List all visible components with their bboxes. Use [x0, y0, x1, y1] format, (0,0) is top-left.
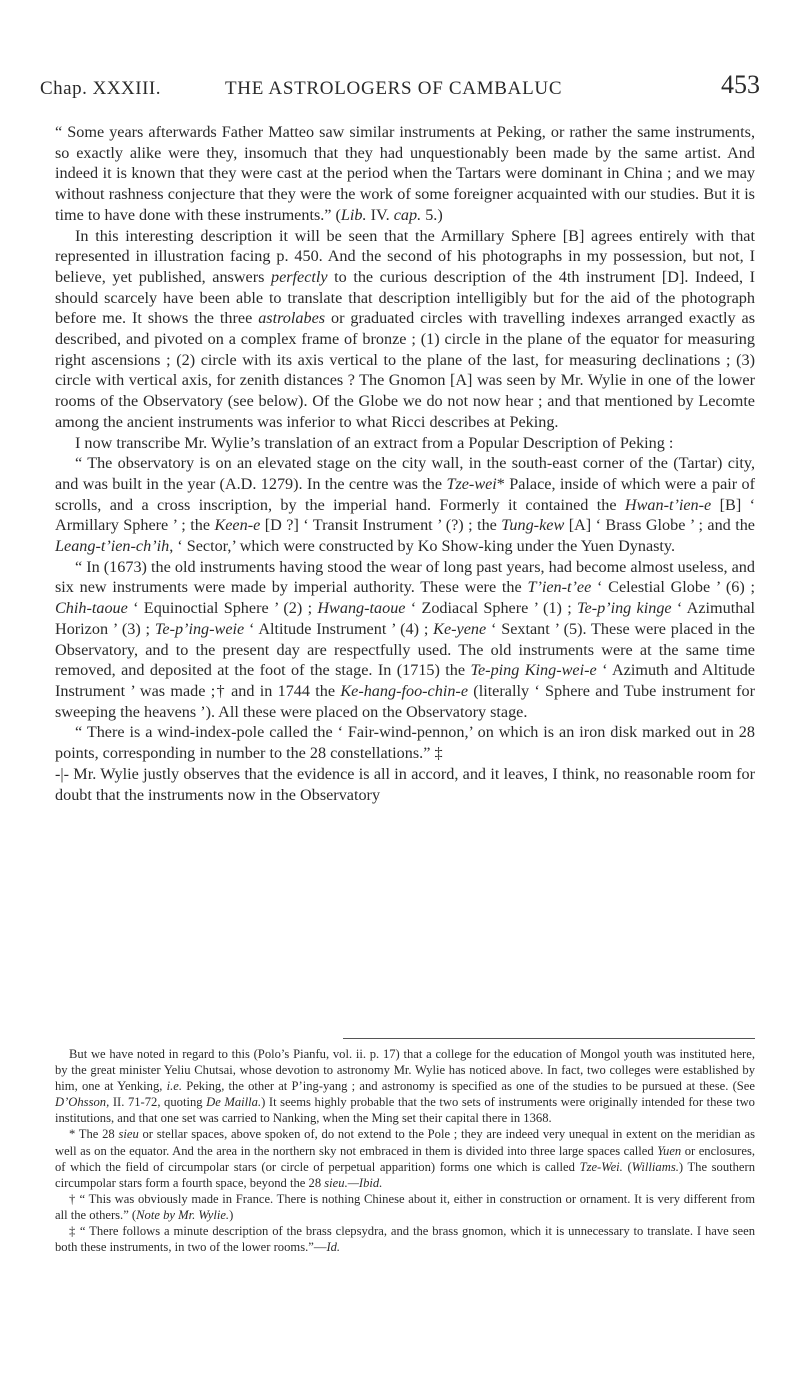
paragraph-observatory: “ The observatory is on an elevated stage on the city wall, in the south-east corner of the (Tartar) city, and was built in the year (A.D. 1279). In the centre was the Tze-wei* Palace, inside of which were a pair of scrolls, and a cross inscription, by the imperial hand. Formerly it contained the Hwan-t’ien-e [B] ‘ Armillary Sphere ’ ; the Keen-e [D ?] ‘ Transit Instrument ’ (?) ; the Tung-kew [A] ‘ Brass Globe ’ ; and the Leang-t’ien-ch’ih, ‘ Sector,’ which were constructed by Ko Show-king under the Yuen Dynasty.	[55, 454, 755, 556]
paragraph-new-instruments: “ In (1673) the old instruments having stood the wear of long past years, had become almost useless, and six new instruments were made by imperial authority. These were the T’ien-t’ee ‘ Celestial Globe ’ (6) ; Chih-taoue ‘ Equinoctial Sphere ’ (2) ; Hwang-taoue ‘ Zodiacal Sphere ’ (1) ; Te-p’ing kinge ‘ Azimuthal Horizon ’ (3) ; Te-p’ing-weie ‘ Altitude Instrument ’ (4) ; Ke-yene ‘ Sextant ’ (5). These were placed in the Observatory, and to the present day are respectfully used. The old instruments were at the same time removed, and deposited at the foot of the stage. In (1715) the Te-ping King-wei-e ‘ Azimuth and Altitude Instrument ’ was made ;† and in 1744 the Ke-hang-foo-chin-e (literally ‘ Sphere and Tube instrument for sweeping the heavens ’). All these were placed on the Observatory stage.	[55, 557, 756, 721]
footnote-asterisk: * The 28 sieu or stellar spaces, above spoken of, do not extend to the Pole ; they are indeed very unequal in extent on the meridian as well as on the equator. And the area in the northern sky not embraced in them is divided into three large spaces called Yuen or enclosures, of which the field of circumpolar stars (or circle of perpetual apparition) forms one which is called Tze-Wei. (Williams.) The southern circumpolar stars form a fourth space, beyond the 28 sieu.—Ibid.	[55, 1127, 756, 1190]
running-title: THE ASTROLOGERS OF CAMBALUC	[225, 78, 563, 99]
footnote-divider	[343, 1038, 755, 1039]
running-head	[40, 70, 760, 106]
paragraph-ricci-quote: “ Some years afterwards Father Matteo saw similar instruments at Peking, or rather the same instruments, so exactly alike were they, insomuch that they had unquestionably been made by the same artist. And indeed it is known that they were cast at the period when the Tartars were dominant in China ; and we may without rashness conjecture that they were the work of some foreigner acquainted with our studies. But it is time to have done with these instruments.” (Lib. IV. cap. 5.)	[55, 123, 755, 224]
paragraph-transcribe: I now transcribe Mr. Wylie’s translation of an extract from a Popular Description of Peking :	[75, 433, 674, 452]
chapter-label: Chap. XXXIII.	[40, 78, 162, 99]
footnote-continued: But we have noted in regard to this (Polo’s Pianfu, vol. ii. p. 17) that a college for the education of Mongol youth was instituted here, by the great minister Yeliu Chutsai, whose devotion to astronomy Mr. Wylie has noticed above. In fact, two colleges were established by him, one at Yenking, i.e. Peking, the other at P’ing-yang ; and astronomy is specified as one of the studies to be pursued at these. (See D’Ohsson, II. 71-72, quoting De Mailla.) It seems highly probable that the two sets of instruments were originally intended for these two institutions, and that one set was carried to Nanking, when the Ming set their capital there in 1368.	[55, 1047, 755, 1126]
paragraph-wind-pole: “ There is a wind-index-pole called the ‘ Fair-wind-pennon,’ on which is an iron disk marked out in 28 points, corresponding in number to the 28 constellations.” ‡	[55, 723, 755, 763]
paragraph-wylie-evidence: -|- Mr. Wylie justly observes that the evidence is all in accord, and it leaves, I think, no reasonable room for doubt that the instruments now in the Observatory	[55, 764, 755, 804]
paragraph-description: In this interesting description it will be seen that the Armillary Sphere [B] agrees entirely with that represented in illustration facing p. 450. And the second of his photographs in my possession, but not, I believe, yet published, answers perfectly to the curious description of the 4th instrument [D]. Indeed, I should scarcely have been able to translate that description intelligibly but for the aid of the photograph before me. It shows the three astrolabes or graduated circles with travelling indexes arranged exactly as described, and pivoted on a complex frame of bronze ; (1) circle in the plane of the equator for measuring right ascensions ; (2) circle with its axis vertical to the plane of the last, for measuring declinations ; (3) circle with vertical axis, for zenith distances ? The Gnomon [A] was seen by Mr. Wylie in one of the lower rooms of the Observatory (see below). Of the Globe we do not now hear ; and that mentioned by Lecomte among the ancient instruments was inferior to what Ricci describes at Peking.	[55, 226, 756, 431]
page-number: 453	[721, 70, 760, 99]
footnotes	[55, 1046, 755, 1255]
main-text	[55, 122, 755, 805]
footnote-dagger: † “ This was obviously made in France. There is nothing Chinese about it, either in construction or ornament. It is very different from all the others.” (Note by Mr. Wylie.)	[55, 1191, 755, 1222]
footnote-double-dagger: ‡ “ There follows a minute description of the brass clepsydra, and the brass gnomon, which it is unnecessary to translate. I have seen both these instruments, in two of the lower rooms.”—Id.	[55, 1224, 755, 1255]
